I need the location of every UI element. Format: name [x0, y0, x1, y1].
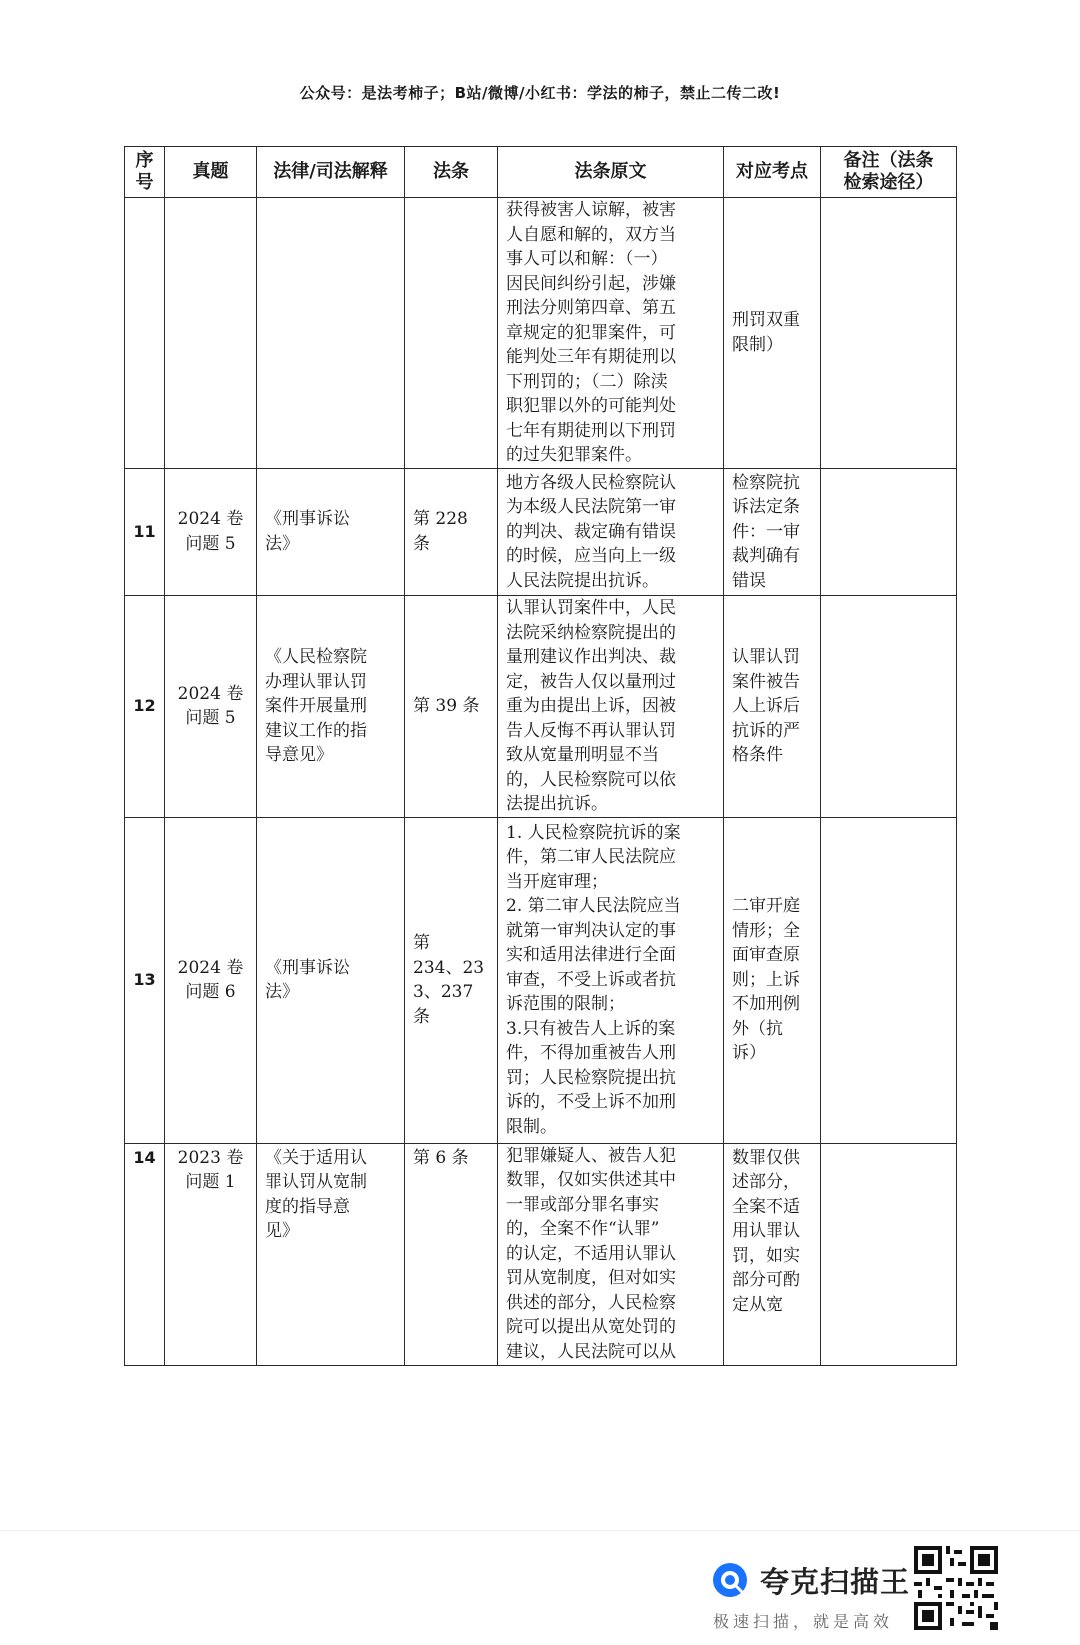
- brand-name: 夸克扫描王: [760, 1565, 911, 1599]
- row-no: 14: [125, 1143, 165, 1365]
- table-row: [125, 596, 957, 818]
- row-law: 《人民检察院 办理认罪认罚 案件开展量刑 建议工作的指 导意见》: [257, 596, 405, 818]
- scanner-watermark: [705, 1550, 915, 1630]
- table-row: [125, 1143, 957, 1365]
- row-exam: 2024 卷 问题 5: [165, 468, 257, 596]
- footer-divider: [0, 1530, 1080, 1531]
- table-row: [125, 468, 957, 596]
- row-point: 数罪仅供 述部分， 全案不适 用认罪认 罚，如实 部分可酌 定从宽: [724, 1143, 821, 1365]
- row-no: 12: [125, 596, 165, 818]
- row-note: [821, 817, 957, 1143]
- col-header-no: 序 号: [125, 147, 165, 198]
- row-law: 《关于适用认 罪认罚从宽制 度的指导意 见》: [257, 1143, 405, 1365]
- table-row: [125, 198, 957, 469]
- row-no: [125, 198, 165, 469]
- row-law: [257, 198, 405, 469]
- row-text: 犯罪嫌疑人、被告人犯 数罪，仅如实供述其中 一罪或部分罪名事实 的，全案不作“认罪” 的认定，不适用认罪认 罚从宽制度，但对如实 供述的部分，人民检察 院可以提出从宽处罚的 建议，人民法院可以从: [498, 1143, 724, 1365]
- table-header-row: [125, 147, 957, 198]
- row-text: 地方各级人民检察院认 为本级人民法院第一审 的判决、裁定确有错误 的时候，应当向上一级 人民法院提出抗诉。: [498, 468, 724, 596]
- row-article: 第 6 条: [405, 1143, 498, 1365]
- row-exam: 2024 卷 问题 6: [165, 817, 257, 1143]
- row-article: 第 39 条: [405, 596, 498, 818]
- row-exam: 2024 卷 问题 5: [165, 596, 257, 818]
- row-note: [821, 1143, 957, 1365]
- col-header-note: 备注（法条 检索途径）: [821, 147, 957, 198]
- row-article: [405, 198, 498, 469]
- row-text: 认罪认罚案件中，人民 法院采纳检察院提出的 量刑建议作出判决、裁 定，被告人仅以量刑过 重为由提出上诉，因被 告人反悔不再认罪认罚 致从宽量刑明显不当 的，人民检察院可以依 法提出抗诉。: [498, 596, 724, 818]
- row-note: [821, 468, 957, 596]
- row-law: 《刑事诉讼 法》: [257, 468, 405, 596]
- row-point: 认罪认罚 案件被告 人上诉后 抗诉的严 格条件: [724, 596, 821, 818]
- col-header-exam: 真题: [165, 147, 257, 198]
- row-no: 13: [125, 817, 165, 1143]
- qr-code-icon: [914, 1546, 998, 1630]
- row-exam: 2023 卷 问题 1: [165, 1143, 257, 1365]
- row-note: [821, 198, 957, 469]
- row-note: [821, 596, 957, 818]
- row-exam: [165, 198, 257, 469]
- brand-slogan: 极速扫描，就是高效: [713, 1612, 894, 1631]
- page-header: 公众号：是法考柿子；B站/微博/小红书：学法的柿子，禁止二传二改!: [299, 84, 781, 102]
- row-article: 第 234、23 3、237 条: [405, 817, 498, 1143]
- row-law: 《刑事诉讼 法》: [257, 817, 405, 1143]
- row-point: 二审开庭 情形；全 面审查原 则；上诉 不加刑例 外（抗 诉）: [724, 817, 821, 1143]
- quark-logo-icon: [710, 1560, 750, 1600]
- law-table: [124, 146, 956, 1366]
- row-text: 获得被害人谅解，被害 人自愿和解的，双方当 事人可以和解：（一） 因民间纠纷引起，涉嫌 刑法分则第四章、第五 章规定的犯罪案件，可 能判处三年有期徒刑以 下刑罚的；（二）除渎 职犯罪以外的可能判处 七年有期徒刑以下刑罚 的过失犯罪案件。: [498, 198, 724, 469]
- row-article: 第 228 条: [405, 468, 498, 596]
- col-header-law: 法律/司法解释: [257, 147, 405, 198]
- col-header-text: 法条原文: [498, 147, 724, 198]
- row-text: 1. 人民检察院抗诉的案 件，第二审人民法院应 当开庭审理； 2. 第二审人民法院应当 就第一审判决认定的事 实和适用法律进行全面 审查，不受上诉或者抗 诉范围的限制； 3.只有被告人上诉的案 件，不得加重被告人刑 罚；人民检察院提出抗 诉的，不受上诉不加刑 限制。: [498, 817, 724, 1143]
- col-header-article: 法条: [405, 147, 498, 198]
- row-point: 检察院抗 诉法定条 件：一审 裁判确有 错误: [724, 468, 821, 596]
- col-header-point: 对应考点: [724, 147, 821, 198]
- table-row: [125, 817, 957, 1143]
- row-no: 11: [125, 468, 165, 596]
- row-point: 刑罚双重 限制）: [724, 198, 821, 469]
